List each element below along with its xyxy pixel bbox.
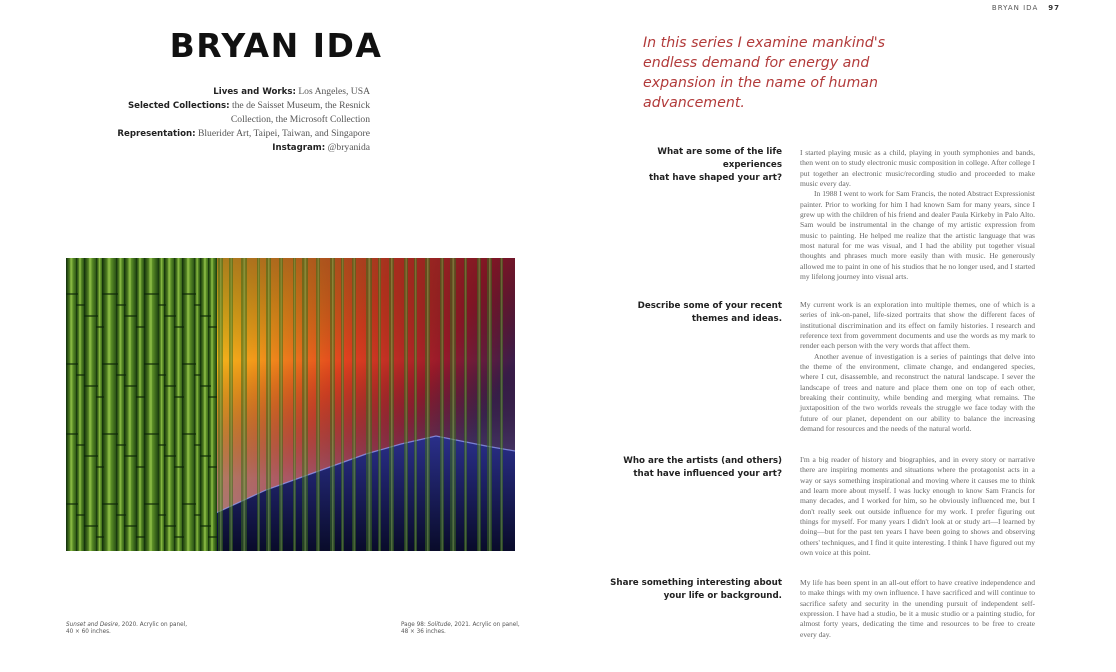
bamboo-stalk: [281, 258, 282, 551]
bamboo-stalk: [84, 315, 98, 317]
bamboo-stalk: [164, 385, 176, 387]
bamboo-stalk: [200, 385, 211, 387]
question-line: your life or background.: [663, 591, 782, 601]
info-label: Lives and Works:: [213, 87, 296, 97]
bamboo-stalk: [204, 258, 206, 551]
bamboo-stalk: [182, 433, 196, 435]
bamboo-stalk: [66, 293, 78, 295]
bamboo-stalk: [96, 536, 104, 538]
bamboo-stalk: [174, 396, 184, 398]
bamboo-stalk: [427, 258, 429, 551]
question-line: that have influenced your art?: [633, 469, 782, 479]
bamboo-stalk: [158, 444, 166, 446]
bamboo-stalk: [102, 293, 118, 295]
bamboo-stalk: [158, 514, 166, 516]
bamboo-stalk: [194, 374, 201, 376]
bamboo-stalk: [76, 304, 85, 306]
answer-4: [800, 578, 1035, 640]
bamboo-stalk: [489, 258, 491, 551]
bamboo-stalk: [354, 258, 355, 551]
bamboo-stalk: [479, 258, 480, 551]
question-4: [610, 577, 782, 603]
question-line: that have shaped your art?: [648, 173, 782, 183]
answer-paragraph: Another avenue of investigation is a series of paintings that delve into the theme of the environment, climate change, and endangered species, where I cut, disassemble, and reconstruct the natural landscape. I sever the landscape of trees and nature and place them one on top of each other, breaking their continuity, while bending and merging what remains. The juxtaposition of the two worlds reveals the struggle we face today with the future of our planet, dependent on our ability to balance the increasing demand for resources and the needs of the natural world.: [800, 351, 1035, 434]
bamboo-stalk: [66, 433, 78, 435]
bamboo-stalk: [108, 258, 111, 551]
bamboo-stalk: [164, 315, 176, 317]
caption-title: Sunset and Desire: [66, 622, 119, 628]
answer-1: [800, 148, 1035, 282]
bamboo-stalk: [465, 258, 466, 551]
info-representation: [60, 127, 370, 141]
bamboo-stalk: [391, 258, 393, 551]
bamboo-stalk: [258, 258, 259, 551]
bamboo-stalk: [102, 503, 118, 505]
painting-artwork: [66, 258, 515, 551]
bamboo-stalk: [182, 293, 196, 295]
running-header: [992, 4, 1060, 12]
bamboo-stalk: [243, 258, 245, 551]
header-artist-name: BRYAN IDA: [991, 4, 1039, 12]
caption-right: [401, 622, 561, 636]
bamboo-stalk: [144, 363, 159, 365]
bamboo-stalk: [379, 258, 380, 551]
bamboo-stalk: [182, 503, 196, 505]
info-lives-works: [60, 85, 370, 99]
caption-size: 40 × 60 inches.: [66, 628, 111, 635]
bamboo-stalk: [84, 455, 98, 457]
bamboo-stalk: [76, 444, 85, 446]
bamboo-stalk: [102, 433, 118, 435]
bamboo-stalk: [208, 466, 217, 468]
bamboo-stalk: [164, 525, 176, 527]
bamboo-stalk: [501, 258, 502, 551]
page-number: 97: [1048, 4, 1060, 12]
bamboo-stalk: [124, 525, 137, 527]
info-value: Los Angeles, USA: [298, 86, 370, 97]
bamboo-stalk: [194, 514, 201, 516]
bamboo-stalk: [84, 525, 98, 527]
bamboo-stalk: [194, 304, 201, 306]
bamboo-stalk: [99, 258, 100, 551]
bamboo-stalk: [208, 396, 217, 398]
bamboo-stalk: [149, 258, 152, 551]
info-value: Bluerider Art, Taipei, Taiwan, and Singapore: [197, 127, 370, 139]
bamboo-stalk: [66, 503, 78, 505]
answer-paragraph: My life has been spent in an all-out effort to have creative independence and to make things with my own influence. I have sacrificed and will continue to sacrifice safety and security in the unending pursuit of independent self-expression. I have had a studio, be it a music studio or a painting studio, for almost forty years, dedicating the time and resources to be free to create every day.: [800, 578, 1035, 639]
bamboo-stalk: [182, 363, 196, 365]
painting-image: [66, 258, 515, 551]
caption-title: Solitude: [427, 622, 451, 628]
bamboo-stalk: [187, 258, 190, 551]
bamboo-stalk: [76, 514, 85, 516]
bamboo-stalk: [208, 326, 217, 328]
bamboo-stalk: [76, 374, 85, 376]
bamboo-stalk: [174, 466, 184, 468]
bamboo-stalk: [200, 525, 211, 527]
question-line: themes and ideas.: [691, 314, 782, 324]
bamboo-stalk: [294, 258, 295, 551]
caption-size: 48 × 36 inches.: [401, 628, 446, 635]
caption-prefix: Page 98:: [401, 622, 428, 628]
info-collections: [60, 99, 370, 113]
question-2: [610, 300, 782, 326]
bamboo-stalk: [144, 433, 159, 435]
bamboo-stalk: [220, 258, 222, 551]
bamboo-stalk: [208, 536, 217, 538]
bamboo-stalk: [452, 258, 454, 551]
bamboo-stalk: [136, 396, 145, 398]
bamboo-stalk: [200, 315, 211, 317]
question-line: Share something interesting about: [610, 578, 782, 588]
bamboo-stalk: [200, 455, 211, 457]
bamboo-stalk: [96, 326, 104, 328]
bamboo-stalk: [406, 258, 407, 551]
info-value: Collection, the Microsoft Collection: [230, 114, 370, 126]
bamboo-stalk: [342, 258, 343, 551]
bamboo-stalk: [174, 536, 184, 538]
question-line: Describe some of your recent: [637, 301, 782, 311]
question-line: What are some of the life experiences: [657, 147, 782, 170]
bamboo-stalk: [70, 258, 72, 551]
pull-quote: In this series I examine mankind's endless demand for energy and expansion in the name of human advancement.: [643, 35, 886, 111]
bamboo-stalk: [139, 258, 141, 551]
bamboo-stalk: [136, 466, 145, 468]
bamboo-stalk: [96, 396, 104, 398]
bamboo-stalk: [136, 536, 145, 538]
bamboo-stalk: [102, 363, 118, 365]
info-label: Instagram:: [272, 142, 326, 153]
bamboo-stalk: [174, 326, 184, 328]
bamboo-stalk: [124, 385, 137, 387]
bamboo-stalk: [84, 385, 98, 387]
bamboo-stalk: [318, 258, 319, 551]
bamboo-stalk: [196, 258, 197, 551]
bamboo-stalk: [164, 455, 176, 457]
answer-paragraph: I'm a big reader of history and biographies, and in every story or narrative there are inspiring moments and situations where the protagonist acts in a way or says something inspirational and moving where it causes me to think and learn more about myself. I was lucky enough to know Sam Francis for many decades, and I worked for him, so he obviously influenced me, but I don't really seek out outside influence for my work. I prefer figuring out things for myself. For many years I didn't look at or study art—I learned by doing—but for the past ten years I have been going to shows and observing others' techniques, and I find it quite interesting. I think I have figured out my own voice at this point.: [800, 455, 1035, 558]
bamboo-stalk: [178, 258, 180, 551]
bamboo-stalk: [304, 258, 306, 551]
caption-details: , 2020. Acrylic on panel,: [118, 622, 187, 628]
bamboo-stalk: [116, 514, 126, 516]
answer-paragraph: In 1988 I went to work for Sam Francis, the noted Abstract Expressionist painter. Prior to working for him I had known Sam for many years, since I grew up with the children of his friend and dealer Paula Kirkeby in Palo Alto. Sam would be instrumental in the change of my artistic expression from music to painting. He helped me realize that the artistic language that was most natural for me was visual, and I had the ability put together visual thoughts and phrases much more easily than with music. He generously allowed me to paint in one of his studios that he no longer used, and I started my lifelong journey into visual arts.: [800, 189, 1035, 282]
info-label: Representation:: [117, 128, 196, 139]
bamboo-stalk: [79, 258, 81, 551]
bamboo-stalk: [129, 258, 131, 551]
question-line: Who are the artists (and others): [623, 456, 782, 466]
bamboo-stalk: [268, 258, 270, 551]
answer-paragraph: My current work is an exploration into multiple themes, one of which is a series of ink-on-panel, life-sized portraits that show the different faces of institutional discrimination and its effect on family histories. I research and reference text from government documents and use the words as my mark to render each person with the very words that affect them.: [800, 300, 1035, 351]
artist-info-block: [60, 85, 370, 155]
bamboo-stalk: [116, 374, 126, 376]
bamboo-stalk: [158, 374, 166, 376]
caption-details: , 2021. Acrylic on panel,: [450, 622, 520, 628]
answer-3: [800, 455, 1035, 558]
question-3: [610, 455, 782, 481]
bamboo-stalk: [124, 455, 137, 457]
info-value: @bryanida: [327, 141, 370, 153]
question-1: [610, 146, 782, 185]
info-label: Selected Collections:: [127, 101, 230, 112]
bamboo-stalk: [89, 258, 92, 551]
bamboo-stalk: [96, 466, 104, 468]
bamboo-stalk: [415, 258, 416, 551]
bamboo-stalk: [136, 326, 145, 328]
bamboo-stalk: [161, 258, 162, 551]
bamboo-stalk: [66, 363, 78, 365]
bamboo-stalk: [120, 258, 122, 551]
bamboo-stalk: [144, 503, 159, 505]
bamboo-stalk: [116, 304, 126, 306]
bamboo-stalk: [368, 258, 370, 551]
bamboo-stalk: [231, 258, 232, 551]
bamboo-stalk: [124, 315, 137, 317]
info-instagram: [60, 141, 370, 155]
bamboo-stalk: [168, 258, 170, 551]
bamboo-stalk: [194, 444, 201, 446]
answer-paragraph: I started playing music as a child, playing in youth symphonies and bands, then went on to study electronic music composition in college. After college I put together an electronic music/recording studio and proceeded to make music every day.: [800, 148, 1035, 189]
bamboo-stalk: [442, 258, 443, 551]
caption-left: [66, 622, 226, 636]
bamboo-stalk: [158, 304, 166, 306]
info-value: the de Saisset Museum, the Resnick: [231, 100, 370, 112]
bamboo-stalk: [332, 258, 334, 551]
bamboo-stalk: [116, 444, 126, 446]
info-collections-cont: [60, 113, 370, 126]
answer-2: [800, 300, 1035, 434]
bamboo-stalk: [211, 258, 213, 551]
artist-name-title: BRYAN IDA: [169, 26, 383, 65]
bamboo-stalk: [144, 293, 159, 295]
